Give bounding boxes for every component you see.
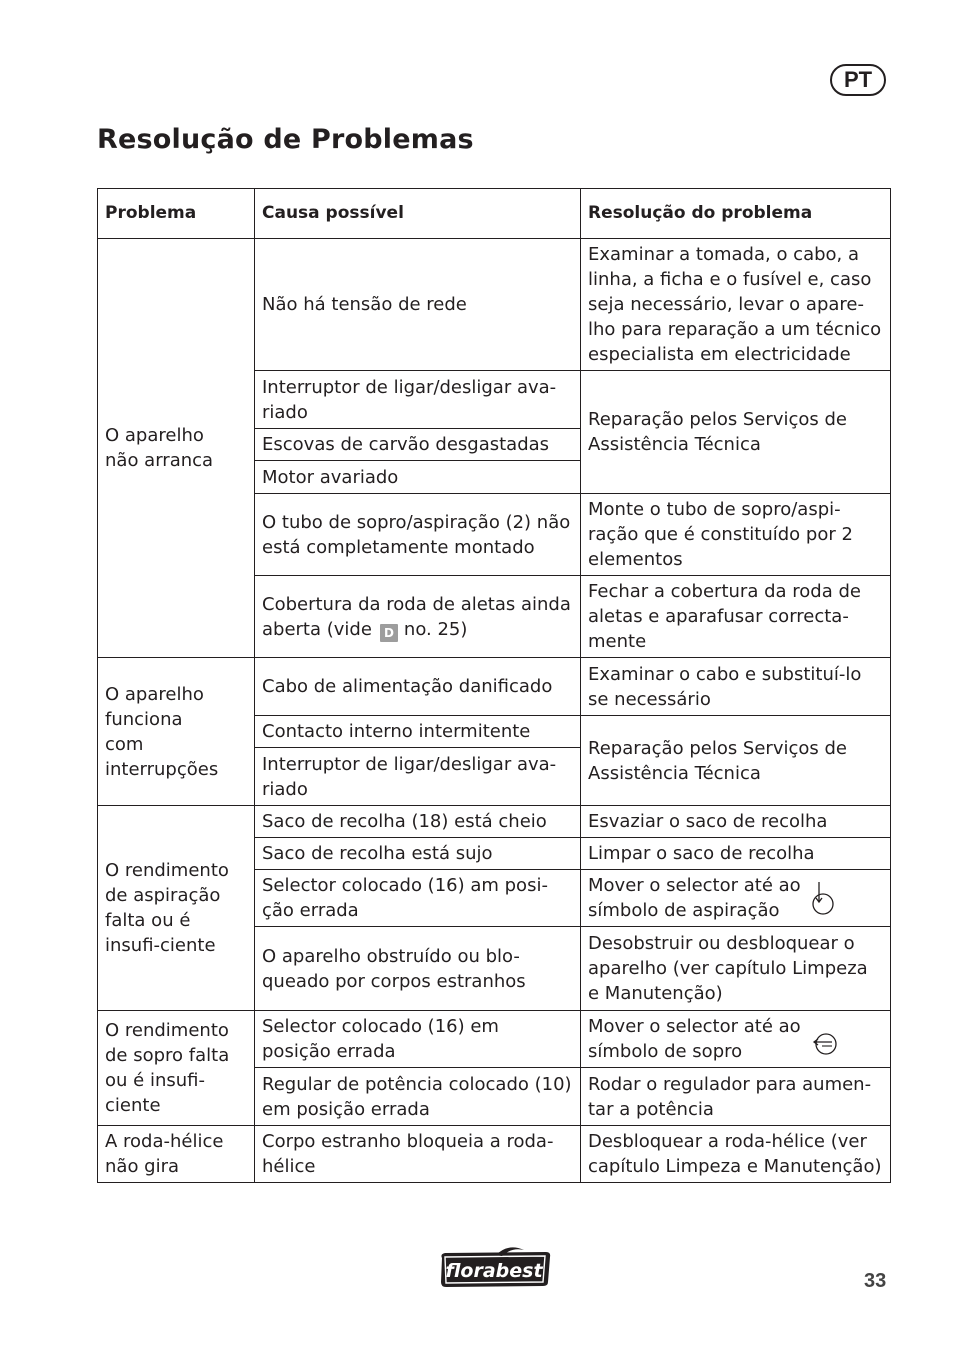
page-number: 33 xyxy=(864,1270,887,1292)
solution-cell xyxy=(581,870,891,927)
cause-cell: Motor avariado xyxy=(255,461,581,494)
solution-cell: Fechar a cobertura da roda de aletas e aparafusar correcta-mente xyxy=(581,576,891,658)
cause-text: Cobertura da roda de aletas ainda aberta (vide xyxy=(262,593,571,640)
florabest-logo xyxy=(438,1244,552,1290)
suction-symbol-icon xyxy=(810,880,836,916)
problem-cell: O aparelho não arranca xyxy=(98,239,255,658)
solution-cell: Desobstruir ou desbloquear o aparelho (ver capítulo Limpeza e Manutenção) xyxy=(581,927,891,1011)
solution-cell: Esvaziar o saco de recolha xyxy=(581,806,891,838)
cause-cell: Selector colocado (16) em posição errada xyxy=(255,1011,581,1068)
solution-text: Mover o selector até ao símbolo de aspiração xyxy=(588,875,801,921)
cause-cell xyxy=(255,576,581,658)
table-row xyxy=(98,806,891,838)
cause-cell: Não há tensão de rede xyxy=(255,239,581,371)
solution-cell: Examinar o cabo e substituí-lo se necessário xyxy=(581,658,891,716)
language-badge xyxy=(830,64,886,96)
language-code: PT xyxy=(843,67,873,92)
column-header-cause: Causa possível xyxy=(255,189,581,239)
problem-cell: A roda-hélice não gira xyxy=(98,1126,255,1183)
column-header-problem: Problema xyxy=(98,189,255,239)
problem-cell: O aparelho funciona com interrupções xyxy=(98,658,255,806)
page-title: Resolução de Problemas xyxy=(97,124,474,155)
logo-text: florabest xyxy=(445,1260,543,1282)
solution-cell xyxy=(581,1011,891,1068)
cause-cell: Escovas de carvão desgastadas xyxy=(255,429,581,461)
solution-cell: Desbloquear a roda-hélice (ver capítulo Limpeza e Manutenção) xyxy=(581,1126,891,1183)
problem-cell: O rendimento de aspiração falta ou é insufi-ciente xyxy=(98,806,255,1011)
cause-text-suffix: no. 25) xyxy=(403,618,468,640)
blow-symbol-icon xyxy=(810,1031,838,1057)
figure-d-icon: D xyxy=(380,624,398,642)
cause-cell: Interruptor de ligar/desligar ava-riado xyxy=(255,371,581,429)
problem-cell: O rendimento de sopro falta ou é insufi-ciente xyxy=(98,1011,255,1126)
cause-cell: Corpo estranho bloqueia a roda-hélice xyxy=(255,1126,581,1183)
cause-cell: O aparelho obstruído ou blo-queado por corpos estranhos xyxy=(255,927,581,1011)
cause-cell: Cabo de alimentação danificado xyxy=(255,658,581,716)
cause-cell: Saco de recolha (18) está cheio xyxy=(255,806,581,838)
cause-cell: Saco de recolha está sujo xyxy=(255,838,581,870)
cause-cell: Selector colocado (16) am posi-ção errada xyxy=(255,870,581,927)
column-header-solution: Resolução do problema xyxy=(581,189,891,239)
solution-cell: Monte o tubo de sopro/aspi-ração que é constituído por 2 elementos xyxy=(581,494,891,576)
table-row xyxy=(98,658,891,716)
cause-cell: Regular de potência colocado (10) em posição errada xyxy=(255,1068,581,1126)
solution-cell: Limpar o saco de recolha xyxy=(581,838,891,870)
cause-cell: Interruptor de ligar/desligar ava-riado xyxy=(255,748,581,806)
solution-cell: Reparação pelos Serviços de Assistência Técnica xyxy=(581,371,891,494)
solution-text: Mover o selector até ao símbolo de sopro xyxy=(588,1016,801,1062)
table-row xyxy=(98,1126,891,1183)
table-row xyxy=(98,239,891,371)
solution-cell: Examinar a tomada, o cabo, a linha, a ficha e o fusível e, caso seja necessário, levar o apare-lho para reparação a um técnico especialista em electricidade xyxy=(581,239,891,371)
table-row xyxy=(98,1011,891,1068)
cause-cell: Contacto interno intermitente xyxy=(255,716,581,748)
solution-cell: Reparação pelos Serviços de Assistência Técnica xyxy=(581,716,891,806)
cause-cell: O tubo de sopro/aspiração (2) não está completamente montado xyxy=(255,494,581,576)
troubleshooting-table xyxy=(97,188,891,1183)
solution-cell: Rodar o regulador para aumen-tar a potência xyxy=(581,1068,891,1126)
table-header-row xyxy=(98,189,891,239)
